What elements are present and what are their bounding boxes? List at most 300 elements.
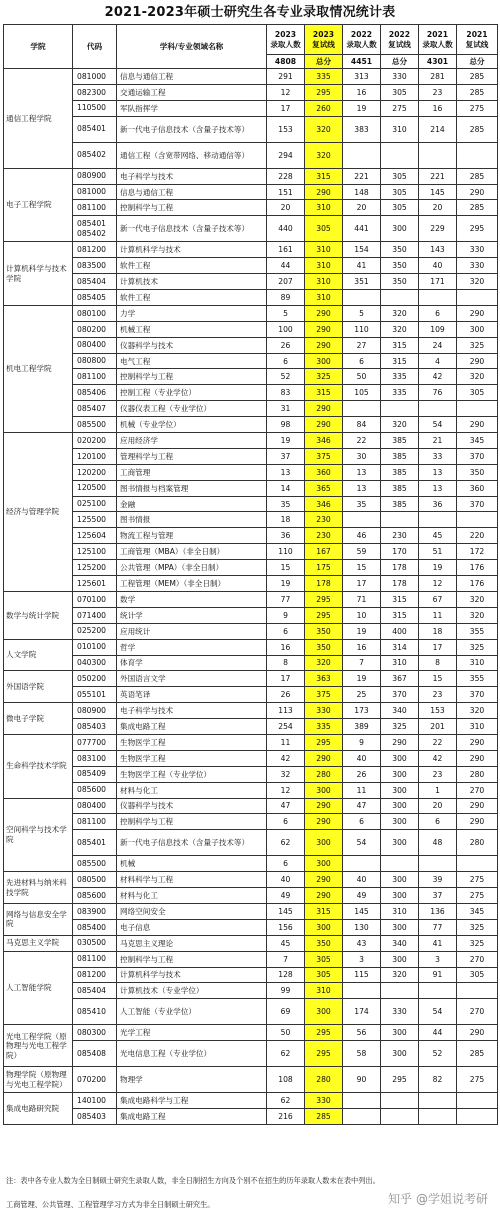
admitted-2023-cell: 14 (267, 480, 305, 496)
code-cell: 120100 (73, 448, 117, 464)
college-cell: 人工智能学院 (4, 951, 73, 1025)
table-row (4, 607, 498, 623)
college-cell: 集成电路研究院 (4, 1093, 73, 1125)
header-2022-admitted: 2022 录取人数 (343, 25, 381, 55)
admitted-2022-cell: 58 (343, 1041, 381, 1067)
admitted-2022-cell (343, 290, 381, 306)
code-cell: 081100 (73, 951, 117, 967)
cutoff-2021-cell (457, 983, 498, 999)
field-cell: 材料科学与工程 (117, 872, 267, 888)
admitted-2022-cell: 13 (343, 480, 381, 496)
admitted-2021-cell: 67 (419, 591, 457, 607)
admitted-2022-cell: 313 (343, 69, 381, 85)
cutoff-2022-cell: 300 (381, 872, 419, 888)
field-cell: 公共管理（MPA）（非全日制） (117, 560, 267, 576)
admitted-2023-cell: 110 (267, 544, 305, 560)
admitted-2023-cell: 11 (267, 734, 305, 750)
table-row (4, 496, 498, 512)
admitted-2023-cell: 254 (267, 719, 305, 735)
cutoff-2023-cell: 290 (305, 750, 343, 766)
cutoff-2023-cell: 290 (305, 872, 343, 888)
cutoff-2021-cell (457, 290, 498, 306)
cutoff-2021-cell: 285 (457, 116, 498, 142)
table-row (4, 703, 498, 719)
cutoff-2021-cell: 290 (457, 814, 498, 830)
admitted-2023-cell: 36 (267, 528, 305, 544)
admitted-2021-cell (419, 512, 457, 528)
admitted-2023-cell: 9 (267, 607, 305, 623)
code-cell: 125200 (73, 560, 117, 576)
admitted-2023-cell: 8 (267, 655, 305, 671)
admitted-2022-cell: 35 (343, 496, 381, 512)
table-row (4, 830, 498, 856)
cutoff-2022-cell: 305 (381, 200, 419, 216)
admitted-2022-cell: 27 (343, 337, 381, 353)
field-cell: 机械（专业学位） (117, 417, 267, 433)
code-cell: 085401 (73, 116, 117, 142)
admitted-2021-cell: 16 (419, 100, 457, 116)
code-cell: 085404 (73, 983, 117, 999)
cutoff-2021-cell: 325 (457, 935, 498, 951)
page-title: 2021-2023年硕士研究生各专业录取情况统计表 (104, 5, 396, 20)
college-cell: 数学与统计学院 (4, 591, 73, 639)
table-row (4, 814, 498, 830)
admitted-2023-cell: 26 (267, 687, 305, 703)
cutoff-2023-cell: 305 (305, 216, 343, 242)
code-cell: 085500 (73, 417, 117, 433)
cutoff-2021-cell: 325 (457, 919, 498, 935)
admitted-2023-cell: 6 (267, 814, 305, 830)
cutoff-2022-cell (381, 142, 419, 168)
field-cell: 应用统计 (117, 623, 267, 639)
code-cell: 025100 (73, 496, 117, 512)
admitted-2022-cell: 56 (343, 1025, 381, 1041)
cutoff-2023-cell: 290 (305, 184, 343, 200)
admitted-2023-cell: 440 (267, 216, 305, 242)
field-cell: 材料与化工 (117, 888, 267, 904)
admitted-2023-cell: 42 (267, 750, 305, 766)
admitted-2022-cell (343, 142, 381, 168)
header-code: 代码 (73, 25, 117, 69)
admitted-2023-cell: 6 (267, 856, 305, 872)
field-cell: 生物医学工程（专业学位） (117, 766, 267, 782)
header-2023-admitted: 2023 录取人数 (267, 25, 305, 55)
admitted-2023-cell: 128 (267, 967, 305, 983)
cutoff-2023-cell: 230 (305, 528, 343, 544)
admitted-2023-cell: 62 (267, 830, 305, 856)
field-cell: 图书情报 (117, 512, 267, 528)
cutoff-2023-cell: 290 (305, 798, 343, 814)
cutoff-2022-cell: 340 (381, 935, 419, 951)
field-cell: 控制科学与工程 (117, 814, 267, 830)
cutoff-2022-cell: 314 (381, 639, 419, 655)
field-cell: 生物医学工程 (117, 734, 267, 750)
table-row (4, 480, 498, 496)
cutoff-2023-cell: 175 (305, 560, 343, 576)
admitted-2021-cell (419, 856, 457, 872)
code-cell: 081100 (73, 369, 117, 385)
admitted-2021-cell: 22 (419, 734, 457, 750)
admitted-2021-cell: 91 (419, 967, 457, 983)
cutoff-2023-cell: 295 (305, 591, 343, 607)
admitted-2021-cell: 36 (419, 496, 457, 512)
admitted-2021-cell: 136 (419, 903, 457, 919)
cutoff-2022-cell: 310 (381, 903, 419, 919)
field-cell: 哲学 (117, 639, 267, 655)
footnote-1: 注：表中各专业人数为全日制硕士研究生录取人数，非全日制招生方向及个别不在招生的历年录取人数未在表中列出。 (6, 1176, 380, 1185)
field-cell: 工商管理（MBA）（非全日制） (117, 544, 267, 560)
cutoff-2022-cell (381, 1093, 419, 1109)
cutoff-2023-cell: 310 (305, 258, 343, 274)
watermark: 知乎 @学姐说考研 (388, 1192, 488, 1206)
admitted-2022-cell: 105 (343, 385, 381, 401)
field-cell: 英语笔译 (117, 687, 267, 703)
admitted-2022-cell: 41 (343, 258, 381, 274)
admitted-2022-cell: 90 (343, 1067, 381, 1093)
table-row (4, 903, 498, 919)
cutoff-2021-cell: 270 (457, 999, 498, 1025)
admitted-2023-cell: 16 (267, 639, 305, 655)
field-cell: 网络空间安全 (117, 903, 267, 919)
admitted-2023-cell: 49 (267, 888, 305, 904)
cutoff-2021-cell: 350 (457, 464, 498, 480)
table-row (4, 433, 498, 449)
cutoff-2022-cell: 178 (381, 560, 419, 576)
admitted-2021-cell: 19 (419, 560, 457, 576)
table-row (4, 639, 498, 655)
admitted-2022-cell: 221 (343, 168, 381, 184)
code-cell: 080900 (73, 703, 117, 719)
admitted-2022-cell (343, 401, 381, 417)
admitted-2021-cell: 4 (419, 353, 457, 369)
code-cell: 085401 (73, 830, 117, 856)
cutoff-2023-cell: 315 (305, 903, 343, 919)
cutoff-2021-cell: 176 (457, 576, 498, 592)
code-cell: 125604 (73, 528, 117, 544)
admitted-2021-cell (419, 401, 457, 417)
admitted-2021-cell (419, 983, 457, 999)
admitted-2021-cell: 39 (419, 872, 457, 888)
cutoff-2021-cell: 280 (457, 766, 498, 782)
cutoff-2021-cell: 345 (457, 433, 498, 449)
field-cell: 机械工程 (117, 321, 267, 337)
cutoff-2023-cell: 260 (305, 100, 343, 116)
admitted-2023-cell: 17 (267, 100, 305, 116)
admitted-2023-cell: 113 (267, 703, 305, 719)
admitted-2023-cell: 69 (267, 999, 305, 1025)
cutoff-2023-cell: 315 (305, 385, 343, 401)
admitted-2021-cell: 21 (419, 433, 457, 449)
admitted-2022-cell (343, 856, 381, 872)
admitted-2023-cell: 20 (267, 200, 305, 216)
admitted-2023-cell: 17 (267, 671, 305, 687)
admitted-2021-cell: 15 (419, 671, 457, 687)
cutoff-2021-cell: 320 (457, 274, 498, 290)
table-row (4, 983, 498, 999)
cutoff-2021-cell: 285 (457, 168, 498, 184)
code-cell: 040300 (73, 655, 117, 671)
admitted-2023-cell: 161 (267, 242, 305, 258)
cutoff-2022-cell (381, 512, 419, 528)
table-row (4, 591, 498, 607)
admitted-2021-cell: 6 (419, 305, 457, 321)
admitted-2021-cell (419, 142, 457, 168)
cutoff-2023-cell: 375 (305, 448, 343, 464)
cutoff-2022-cell: 300 (381, 1041, 419, 1067)
admitted-2022-cell: 6 (343, 814, 381, 830)
table-row (4, 242, 498, 258)
cutoff-2023-cell: 300 (305, 353, 343, 369)
cutoff-2022-cell: 178 (381, 576, 419, 592)
cutoff-2021-cell: 290 (457, 734, 498, 750)
cutoff-2023-cell: 335 (305, 69, 343, 85)
cutoff-2022-cell: 385 (381, 448, 419, 464)
admitted-2023-cell: 6 (267, 623, 305, 639)
field-cell: 力学 (117, 305, 267, 321)
cutoff-2022-cell: 300 (381, 782, 419, 798)
cutoff-2021-cell: 370 (457, 687, 498, 703)
cutoff-2022-cell: 230 (381, 528, 419, 544)
field-cell: 图书情报与档案管理 (117, 480, 267, 496)
admitted-2022-cell: 22 (343, 433, 381, 449)
cutoff-2022-cell: 300 (381, 766, 419, 782)
admitted-2023-cell: 26 (267, 337, 305, 353)
cutoff-2022-cell: 305 (381, 84, 419, 100)
table-row (4, 560, 498, 576)
college-cell: 外国语学院 (4, 671, 73, 703)
admitted-2021-cell: 23 (419, 84, 457, 100)
cutoff-2023-cell: 350 (305, 639, 343, 655)
cutoff-2023-cell: 300 (305, 830, 343, 856)
table-row (4, 671, 498, 687)
admitted-2021-cell (419, 1093, 457, 1109)
cutoff-2022-cell: 320 (381, 417, 419, 433)
table-row (4, 750, 498, 766)
admitted-2021-cell: 54 (419, 999, 457, 1025)
cutoff-2022-cell: 305 (381, 168, 419, 184)
cutoff-2022-cell: 315 (381, 337, 419, 353)
code-cell: 081100 (73, 814, 117, 830)
cutoff-2021-cell: 270 (457, 951, 498, 967)
college-cell: 微电子学院 (4, 703, 73, 735)
field-cell: 体育学 (117, 655, 267, 671)
table-row (4, 798, 498, 814)
cutoff-2021-cell: 172 (457, 544, 498, 560)
cutoff-2022-cell: 300 (381, 814, 419, 830)
admitted-2021-cell: 145 (419, 184, 457, 200)
table-row (4, 655, 498, 671)
admitted-2023-cell: 291 (267, 69, 305, 85)
cutoff-2023-cell: 295 (305, 1041, 343, 1067)
cutoff-2022-cell: 300 (381, 919, 419, 935)
cutoff-2022-cell: 367 (381, 671, 419, 687)
cutoff-2022-cell: 385 (381, 480, 419, 496)
admitted-2021-cell: 24 (419, 337, 457, 353)
cutoff-2023-cell: 300 (305, 782, 343, 798)
cutoff-2021-cell: 330 (457, 242, 498, 258)
code-cell: 085400 (73, 919, 117, 935)
field-cell: 军队指挥学 (117, 100, 267, 116)
field-cell: 电子信息 (117, 919, 267, 935)
cutoff-2021-cell: 285 (457, 1041, 498, 1067)
college-cell: 马克思主义学院 (4, 935, 73, 951)
admitted-2023-cell: 52 (267, 369, 305, 385)
college-cell: 物理学院（原物理与光电工程学院） (4, 1067, 73, 1093)
table-row (4, 766, 498, 782)
admitted-2022-cell: 115 (343, 967, 381, 983)
cutoff-2023-cell: 335 (305, 719, 343, 735)
table-row (4, 999, 498, 1025)
admitted-2021-cell: 13 (419, 480, 457, 496)
code-cell: 085402 (73, 142, 117, 168)
admitted-2022-cell (343, 512, 381, 528)
cutoff-2023-cell: 280 (305, 766, 343, 782)
admitted-2022-cell: 154 (343, 242, 381, 258)
admitted-2023-cell: 216 (267, 1109, 305, 1125)
field-cell: 软件工程 (117, 258, 267, 274)
admitted-2021-cell: 18 (419, 623, 457, 639)
total-2022-cutoff: 总分 (381, 55, 419, 69)
table-row (4, 168, 498, 184)
code-cell: 080500 (73, 872, 117, 888)
admitted-2023-cell: 99 (267, 983, 305, 999)
admitted-2022-cell: 46 (343, 528, 381, 544)
cutoff-2021-cell: 320 (457, 369, 498, 385)
field-cell: 计算机科学与技术 (117, 242, 267, 258)
cutoff-2023-cell: 330 (305, 1093, 343, 1109)
cutoff-2023-cell: 310 (305, 983, 343, 999)
cutoff-2022-cell: 400 (381, 623, 419, 639)
field-cell: 电气工程 (117, 353, 267, 369)
code-cell: 080100 (73, 305, 117, 321)
cutoff-2022-cell: 310 (381, 655, 419, 671)
cutoff-2022-cell (381, 1109, 419, 1125)
admitted-2022-cell: 11 (343, 782, 381, 798)
admitted-2022-cell: 25 (343, 687, 381, 703)
code-cell: 025200 (73, 623, 117, 639)
admitted-2021-cell: 229 (419, 216, 457, 242)
code-cell: 080800 (73, 353, 117, 369)
cutoff-2023-cell: 365 (305, 480, 343, 496)
admitted-2023-cell: 207 (267, 274, 305, 290)
cutoff-2021-cell: 295 (457, 216, 498, 242)
admitted-2022-cell: 174 (343, 999, 381, 1025)
admitted-2022-cell: 84 (343, 417, 381, 433)
college-cell: 计算机科学与技术学院 (4, 242, 73, 306)
cutoff-2023-cell: 310 (305, 290, 343, 306)
cutoff-2023-cell: 346 (305, 496, 343, 512)
cutoff-2023-cell: 350 (305, 935, 343, 951)
code-cell: 077700 (73, 734, 117, 750)
admitted-2021-cell: 76 (419, 385, 457, 401)
admitted-2023-cell: 98 (267, 417, 305, 433)
admitted-2023-cell: 108 (267, 1067, 305, 1093)
cutoff-2023-cell: 295 (305, 734, 343, 750)
admitted-2021-cell: 42 (419, 750, 457, 766)
header-2022-cutoff: 2022 复试线 (381, 25, 419, 55)
code-cell: 125500 (73, 512, 117, 528)
cutoff-2023-cell: 363 (305, 671, 343, 687)
admitted-2021-cell: 143 (419, 242, 457, 258)
admitted-2021-cell: 17 (419, 639, 457, 655)
code-cell: 071400 (73, 607, 117, 623)
cutoff-2022-cell: 330 (381, 999, 419, 1025)
cutoff-2023-cell: 290 (305, 401, 343, 417)
admitted-2022-cell: 47 (343, 798, 381, 814)
field-cell: 金融 (117, 496, 267, 512)
field-cell: 电子科学与技术 (117, 703, 267, 719)
cutoff-2023-cell: 300 (305, 999, 343, 1025)
table-row (4, 69, 498, 85)
code-cell: 085500 (73, 856, 117, 872)
cutoff-2021-cell: 345 (457, 903, 498, 919)
field-cell: 新一代电子信息技术（含量子技术等） (117, 216, 267, 242)
header-2021-cutoff: 2021 复试线 (457, 25, 498, 55)
table-row (4, 1067, 498, 1093)
code-cell: 120500 (73, 480, 117, 496)
table-row (4, 337, 498, 353)
cutoff-2021-cell: 270 (457, 782, 498, 798)
table-row (4, 1025, 498, 1041)
cutoff-2023-cell: 290 (305, 417, 343, 433)
code-cell: 083900 (73, 903, 117, 919)
header-field: 学科/专业领域名称 (117, 25, 267, 69)
admitted-2021-cell: 23 (419, 687, 457, 703)
table-row (4, 1093, 498, 1109)
cutoff-2023-cell: 315 (305, 168, 343, 184)
table-row (4, 258, 498, 274)
total-2022-admitted: 4451 (343, 55, 381, 69)
admitted-2022-cell: 30 (343, 448, 381, 464)
cutoff-2023-cell: 320 (305, 655, 343, 671)
admitted-2022-cell: 130 (343, 919, 381, 935)
table-row (4, 216, 498, 242)
admitted-2023-cell: 19 (267, 433, 305, 449)
table-row (4, 464, 498, 480)
cutoff-2021-cell: 285 (457, 84, 498, 100)
cutoff-2022-cell: 300 (381, 888, 419, 904)
admitted-2022-cell: 7 (343, 655, 381, 671)
admitted-2021-cell: 41 (419, 935, 457, 951)
cutoff-2021-cell: 360 (457, 480, 498, 496)
admitted-2023-cell: 5 (267, 305, 305, 321)
college-cell: 电子工程学院 (4, 168, 73, 242)
admitted-2022-cell: 441 (343, 216, 381, 242)
code-cell: 083100 (73, 750, 117, 766)
code-cell: 081000 (73, 184, 117, 200)
field-cell: 集成电路工程 (117, 1109, 267, 1125)
admitted-2022-cell: 43 (343, 935, 381, 951)
cutoff-2022-cell: 300 (381, 750, 419, 766)
college-cell: 人文学院 (4, 639, 73, 671)
table-row (4, 417, 498, 433)
admitted-2022-cell: 19 (343, 100, 381, 116)
admitted-2023-cell: 19 (267, 576, 305, 592)
cutoff-2021-cell: 320 (457, 607, 498, 623)
table-row (4, 967, 498, 983)
field-cell: 控制科学与工程 (117, 951, 267, 967)
header-college: 学院 (4, 25, 73, 69)
cutoff-2023-cell: 285 (305, 1109, 343, 1125)
table-row (4, 719, 498, 735)
code-cell: 080200 (73, 321, 117, 337)
cutoff-2022-cell: 320 (381, 305, 419, 321)
cutoff-2022-cell: 315 (381, 591, 419, 607)
cutoff-2021-cell: 325 (457, 337, 498, 353)
cutoff-2023-cell: 290 (305, 305, 343, 321)
cutoff-2021-cell: 310 (457, 655, 498, 671)
code-cell: 085407 (73, 401, 117, 417)
